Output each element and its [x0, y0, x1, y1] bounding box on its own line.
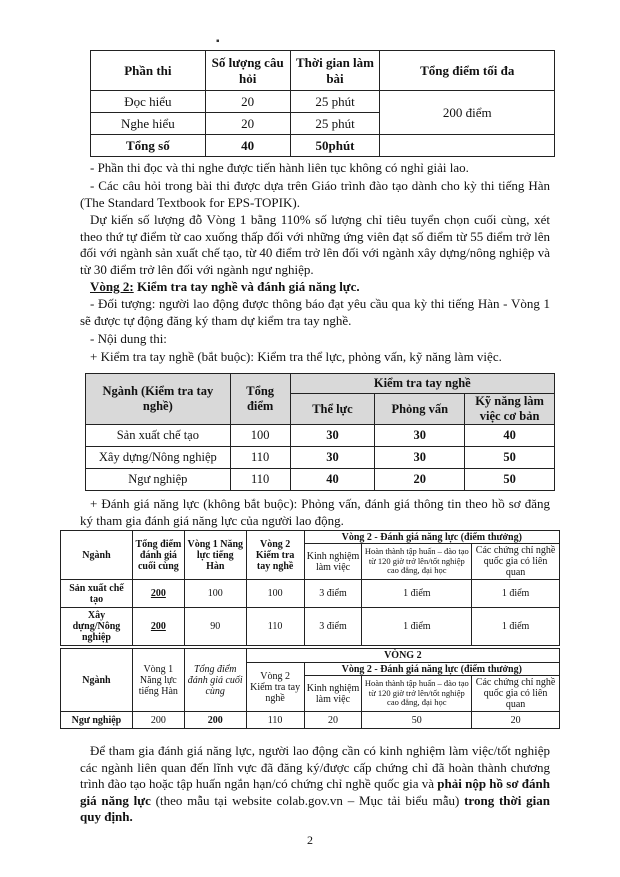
cell: 110	[230, 447, 290, 469]
cell: 40	[290, 469, 375, 491]
total-duration: 50phút	[290, 135, 380, 157]
cell: 1 điểm	[362, 580, 472, 608]
cell: 200	[132, 608, 184, 646]
emphasis-text: phải nộp hồ sơ đánh giá năng lực	[80, 776, 550, 808]
cell: 30	[375, 425, 465, 447]
fishery-assessment-table	[60, 648, 560, 729]
total-label: Tổng số	[91, 135, 206, 157]
cell: Ngư nghiệp	[61, 712, 133, 729]
header-round2: Vòng 2 Kiểm tra tay nghề	[246, 531, 304, 580]
header-skill-group: Kiểm tra tay nghề	[290, 374, 554, 394]
cell: 20	[472, 712, 560, 729]
cell: 50	[465, 469, 555, 491]
header-basic-skill: Kỹ năng làm việc cơ bản	[465, 394, 555, 425]
cell: 1 điểm	[472, 608, 560, 646]
header-round2-title: VÒNG 2	[246, 649, 559, 663]
max-score-cell: 200 điểm	[380, 91, 555, 135]
emphasis-text: trong thời gian quy định.	[80, 792, 550, 824]
header-question-count: Số lượng câu hỏi	[205, 51, 290, 91]
cell: 25 phút	[290, 113, 380, 135]
cell: 90	[184, 608, 246, 646]
cell: 100	[246, 580, 304, 608]
header-round1: Vòng 1 Năng lực tiếng Hàn	[132, 649, 184, 712]
cell: 25 phút	[290, 91, 380, 113]
header-bonus-group: Vòng 2 - Đánh giá năng lực (điểm thưởng)	[304, 663, 559, 676]
header-final-total: Tổng điểm đánh giá cuối cùng	[132, 531, 184, 580]
paragraph: - Phần thi đọc và thi nghe được tiến hành liên tục không có nghỉ giải lao.	[90, 160, 469, 175]
cell: 30	[375, 447, 465, 469]
cell: 100	[184, 580, 246, 608]
paragraph: + Kiểm tra tay nghề (bắt buộc): Kiểm tra thể lực, phỏng vấn, kỹ năng làm việc.	[90, 349, 502, 364]
cell: Xây dựng/Nông nghiệp	[86, 447, 231, 469]
cell: 50	[362, 712, 472, 729]
cell: 110	[246, 608, 304, 646]
header-training: Hoàn thành tập huấn – đào tạo từ 120 giờ trở lên/tốt nghiệp cao đẳng, đại học	[362, 676, 472, 712]
header-experience: Kinh nghiệm làm việc	[304, 676, 362, 712]
cell: 50	[465, 447, 555, 469]
cell: 30	[290, 447, 375, 469]
paragraph: + Đánh giá năng lực (không bắt buộc): Phỏng vấn, đánh giá thông tin theo hồ sơ đăng ký tham gia đánh giá năng lực của người lao động.	[80, 496, 550, 528]
round2-title: Kiểm tra tay nghề và đánh giá năng lực.	[133, 279, 360, 294]
skill-test-table	[85, 373, 555, 491]
header-round2: Vòng 2 Kiểm tra tay nghề	[246, 663, 304, 712]
cell: 200	[132, 712, 184, 729]
capability-assessment-table	[60, 530, 560, 646]
paragraph: Dự kiến số lượng đỗ Vòng 1 bằng 110% số lượng chỉ tiêu tuyển chọn cuối cùng, xét theo thứ tự điểm từ cao xuống thấp đối với những ứng viên đạt số điểm từ 55 điểm trở lên đối với ngành sản xuất chế tạo, từ 40 điểm trở lên đối với ngành xây dựng/nông nghiệp và từ 30 điểm trở lên đối với ngành ngư nghiệp.	[80, 212, 550, 277]
paragraph: - Các câu hỏi trong bài thi được dựa trên Giáo trình đào tạo dành cho kỳ thi tiếng Hàn (The Standard Textbook for EPS-TOPIK).	[80, 178, 550, 210]
text: Để tham gia đánh giá năng lực, người lao động cần có kinh nghiệm làm việc/tốt nghiệp các ngành liên quan đến lĩnh vực đã đăng ký/được cấp chứng chỉ đã hoàn thành chương trình đào tạo hoặc tập huấn ngắn hạn/có chứng chỉ nghề quốc gia và	[80, 743, 550, 791]
header-sector: Ngành (Kiểm tra tay nghề)	[86, 374, 231, 425]
scan-dot: ▪	[216, 36, 220, 47]
cell: 20	[205, 113, 290, 135]
cell: 20	[375, 469, 465, 491]
cell: 1 điểm	[472, 580, 560, 608]
header-max-score: Tổng điểm tối đa	[380, 51, 555, 91]
cell: 30	[290, 425, 375, 447]
header-bonus-group: Vòng 2 - Đánh giá năng lực (điểm thưởng)	[304, 531, 559, 544]
cell: 200	[132, 580, 184, 608]
section-heading	[80, 279, 550, 296]
header-sector: Ngành	[61, 531, 133, 580]
closing-paragraph	[80, 743, 550, 826]
round2-label: Vòng 2:	[90, 279, 134, 294]
header-certificates: Các chứng chỉ nghề quốc gia có liên quan	[472, 676, 560, 712]
header-final-total: Tổng điểm đánh giá cuối cùng	[184, 649, 246, 712]
cell: Ngư nghiệp	[86, 469, 231, 491]
paragraph: - Nội dung thi:	[90, 331, 167, 346]
text: (theo mẫu tại website colab.gov.vn – Mục tải biểu mẫu)	[150, 792, 465, 808]
cell: Nghe hiểu	[91, 113, 206, 135]
cell: 110	[230, 469, 290, 491]
cell: 20	[304, 712, 362, 729]
header-experience: Kinh nghiệm làm việc	[304, 544, 362, 580]
cell: 40	[465, 425, 555, 447]
cell: 3 điểm	[304, 580, 362, 608]
cell: Xây dựng/Nông nghiệp	[61, 608, 133, 646]
paragraph: - Đối tượng: người lao động được thông báo đạt yêu cầu qua kỳ thi tiếng Hàn - Vòng 1 sẽ được tự động đăng ký tham dự kiểm tra tay nghề.	[80, 296, 550, 328]
header-duration: Thời gian làm bài	[290, 51, 380, 91]
header-physical: Thể lực	[290, 394, 375, 425]
page-number: 2	[307, 833, 313, 847]
cell: 20	[205, 91, 290, 113]
header-interview: Phỏng vấn	[375, 394, 465, 425]
header-round1: Vòng 1 Năng lực tiếng Hàn	[184, 531, 246, 580]
cell: 100	[230, 425, 290, 447]
cell: 3 điểm	[304, 608, 362, 646]
header-part: Phần thi	[91, 51, 206, 91]
cell: 110	[246, 712, 304, 729]
header-certificates: Các chứng chỉ nghề quốc gia có liên quan	[472, 544, 560, 580]
cell: Sản xuất chế tạo	[86, 425, 231, 447]
header-total: Tổng điểm	[230, 374, 290, 425]
total-count: 40	[205, 135, 290, 157]
exam-parts-table	[90, 50, 555, 157]
cell-empty	[380, 135, 555, 157]
header-sector: Ngành	[61, 649, 133, 712]
header-training: Hoàn thành tập huấn – đào tạo từ 120 giờ trở lên/tốt nghiệp cao đẳng, đại học	[362, 544, 472, 580]
cell: Sản xuất chế tạo	[61, 580, 133, 608]
cell: 1 điểm	[362, 608, 472, 646]
cell: Đọc hiểu	[91, 91, 206, 113]
cell: 200	[184, 712, 246, 729]
